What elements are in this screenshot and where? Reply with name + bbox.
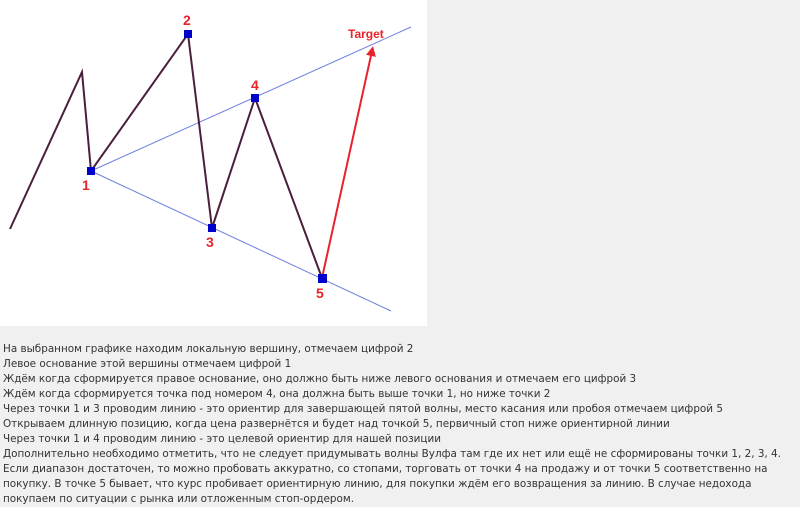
- wolfe-wave-diagram: [0, 0, 427, 326]
- instruction-paragraph: Дополнительно необходимо отметить, что не следует придумывать волны Вулфа там где их нет или ещё не сформированы точки 1, 2, 3, 4. Если диапазон достаточен, то можно пробовать аккуратно, со стопами, торговать от точки 4 на продажу и от точки 5 соответственно на покупку. В точке 5 бывает, что курс пробивает ориентирную линию, для покупки ждём его возвращения за линию. В случае недохода покупаем по ситуации с рынка или отложенным стоп-ордером.: [3, 448, 781, 505]
- point-5-marker: [318, 274, 327, 283]
- instruction-line: Через точки 1 и 3 проводим линию - это ориентир для завершающей пятой волны, место касания или пробоя отмечаем цифрой 5: [3, 403, 723, 415]
- point-5-label: 5: [316, 285, 324, 301]
- point-3-label: 3: [206, 234, 214, 250]
- price-path: [10, 34, 322, 278]
- instructions-text: [3, 342, 793, 507]
- target-label: Target: [348, 27, 384, 41]
- point-1-label: 1: [82, 177, 90, 193]
- instruction-line: Открываем длинную позицию, когда цена развернётся и будет над точкой 5, первичный стоп ниже ориентирной линии: [3, 418, 670, 430]
- point-1-marker: [87, 167, 95, 175]
- target-arrow: [322, 51, 372, 278]
- point-3-marker: [208, 224, 216, 232]
- point-4-label: 4: [251, 77, 259, 93]
- instruction-line: Через точки 1 и 4 проводим линию - это целевой ориентир для нашей позиции: [3, 433, 441, 445]
- base-trend-line-1-3: [91, 171, 391, 311]
- instruction-line: Ждём когда сформируется точка под номером 4, она должна быть выше точки 1, но ниже точки 2: [3, 388, 551, 400]
- point-2-marker: [184, 30, 192, 38]
- instruction-line: Ждём когда сформируется правое основание, оно должно быть ниже левого основания и отмечаем его цифрой 3: [3, 373, 637, 385]
- diagram-canvas: [0, 0, 427, 326]
- instruction-line: На выбранном графике находим локальную вершину, отмечаем цифрой 2: [3, 343, 414, 355]
- instruction-line: Левое основание этой вершины отмечаем цифрой 1: [3, 358, 292, 370]
- point-4-marker: [251, 94, 259, 102]
- point-2-label: 2: [183, 12, 191, 28]
